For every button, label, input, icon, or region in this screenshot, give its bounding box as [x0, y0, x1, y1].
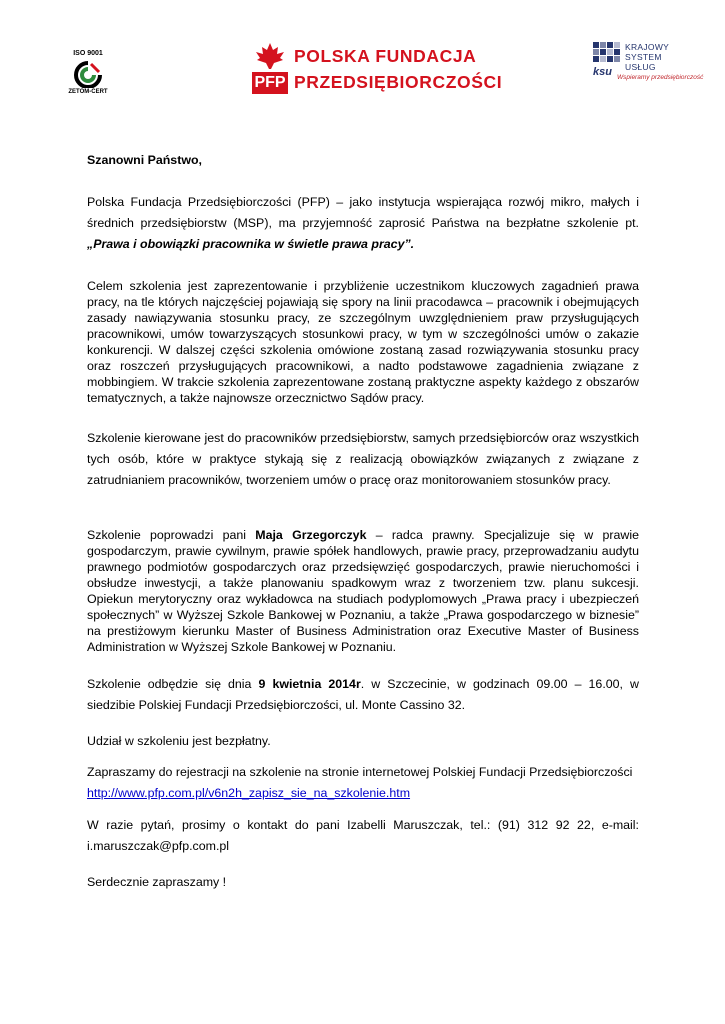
- iso-cert-label: ZETOM-CERT: [68, 89, 108, 95]
- ksu-mark: ksu: [593, 66, 612, 78]
- intro-paragraph: [87, 192, 639, 255]
- ksu-word-1: KRAJOWY: [625, 42, 670, 52]
- ksu-tagline: Wspieramy przedsiębiorczość: [617, 74, 704, 81]
- date-details: . w Szczecinie, w godzinach 09.00 – 16.00, w siedzibie Polskiej Fundacji Przedsiębiorczości, ul. Monte Cassino 32.: [87, 677, 639, 712]
- trainer-intro: Szkolenie poprowadzi pani: [87, 528, 256, 542]
- training-date: 9 kwietnia 2014r: [258, 677, 361, 691]
- ksu-logo: [593, 42, 704, 84]
- date-paragraph: [87, 674, 639, 716]
- iso-label: ISO 9001: [73, 50, 103, 57]
- ksu-grid-icon: [593, 42, 621, 64]
- pfp-name-line1: POLSKA FUNDACJA: [294, 46, 477, 66]
- register-paragraph: [87, 762, 639, 804]
- contact-paragraph: W razie pytań, prosimy o kontakt do pani Izabelli Maruszczak, tel.: (91) 312 92 22, e-mail: i.maruszczak@pfp.com.pl: [87, 818, 639, 853]
- iso-cert-icon: [73, 60, 103, 88]
- audience-paragraph: Szkolenie kierowane jest do pracowników przedsiębiorstw, samych przedsiębiorców oraz wszystkich tych osób, które w praktyce stykają się z realizacją obowiązków związanych z związane z zatrudnianiem pracowników, tworzeniem umów o pracę oraz monitorowaniem stosunków pracy.: [87, 431, 639, 487]
- ksu-word-3: USŁUG: [625, 62, 656, 72]
- trainer-name: Maja Grzegorczyk: [255, 528, 367, 542]
- maple-leaf-icon: [254, 42, 286, 70]
- intro-text: Polska Fundacja Przedsiębiorczości (PFP) – jako instytucja wspierająca rozwój mikro, małych i średnich przedsiębiorstw (MSP), ma przyjemność zaprosić Państwa na bezpłatne szkolenie pt.: [87, 195, 639, 230]
- iso-9001-logo: [62, 50, 114, 96]
- closing: Serdecznie zapraszamy !: [87, 875, 227, 889]
- register-text: Zapraszamy do rejestracji na szkolenie na stronie internetowej Polskiej Fundacji Przedsiębiorczości: [87, 765, 633, 779]
- salutation: Szanowni Państwo,: [87, 153, 202, 167]
- trainer-bio: – radca prawny. Specjalizuje się w prawie gospodarczym, prawie cywilnym, prawie spółek handlowych, prawie pracy, przeprowadzaniu audytu prawnego podmiotów gospodarczych oraz przedsięwzięć gospodarczych, prawie nieruchomości i obsłudze inwestycji, a także planowaniu spadkowym wraz z tworzeniem tzw. planu sukcesji. Opiekun merytoryczny oraz wykładowca na studiach podyplomowych „Prawa pracy i ubezpieczeń społecznych” w Wyższej Szkole Bankowej w Poznaniu, a także „Prawa gospodarczego w biznesie” na prestiżowym kierunku Master of Business Administration oraz Executive Master of Business Administration w Wyższej Szkole Bankowej w Poznaniu.: [87, 528, 639, 654]
- trainer-paragraph: [87, 527, 639, 655]
- pfp-logo: [250, 40, 503, 96]
- free-participation: Udział w szkoleniu jest bezpłatny.: [87, 734, 271, 748]
- training-title: „Prawa i obowiązki pracownika w świetle prawa pracy”.: [87, 237, 415, 251]
- register-link[interactable]: http://www.pfp.com.pl/v6n2h_zapisz_sie_na_szkolenie.htm: [87, 786, 411, 800]
- pfp-abbr-box: PFP: [252, 72, 288, 94]
- ksu-word-2: SYSTEM: [625, 52, 662, 62]
- goal-paragraph: Celem szkolenia jest zaprezentowanie i przybliżenie uczestnikom kluczowych zagadnień prawa pracy, na tle których najczęściej pojawiają się spory na linii pracodawca – pracownik i obejmujących zasady nawiązywania stosunku pracy, ze szczególnym uwzględnieniem praw przysługujących pracownikowi, umów towarzyszących stosunkowi pracy, w tym w szczególności umów o zakazie konkurencji. W dalszej części szkolenia omówione zostaną zasad rozwiązywania stosunku pracy oraz roszczeń przysługujących pracownikowi, a nadto podstawowe zagadnienia związane z mobbingiem. W trakcie szkolenia zaprezentowane zostaną praktyczne aspekty każdego z obszarów tematycznych, a także najnowsze orzecznictwo Sądów pracy.: [87, 279, 639, 405]
- date-intro: Szkolenie odbędzie się dnia: [87, 677, 259, 691]
- pfp-name-line2: PRZEDSIĘBIORCZOŚCI: [294, 72, 503, 92]
